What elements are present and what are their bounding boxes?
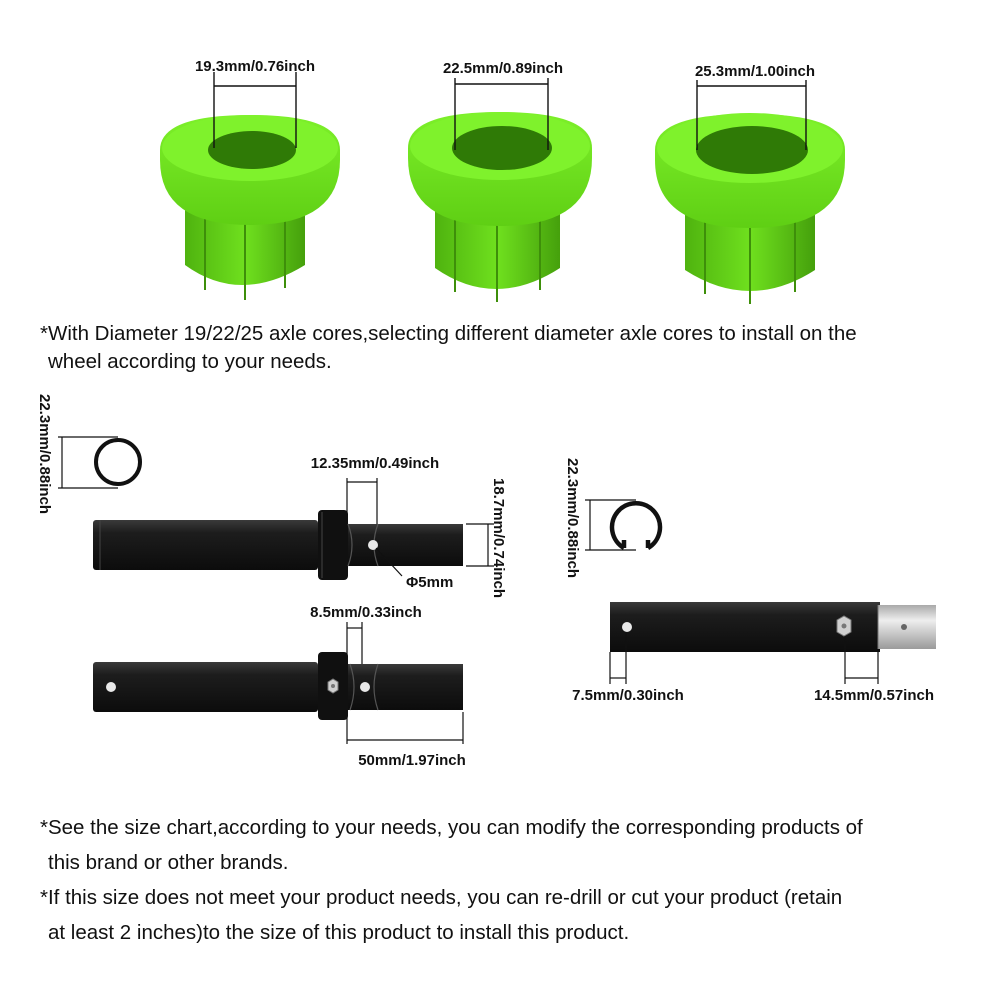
bushing-small-label: 19.3mm/0.76inch	[194, 58, 316, 75]
size-chart-note	[40, 814, 980, 877]
axle-right-bolt	[837, 616, 851, 636]
axle-right-hole	[622, 622, 632, 632]
end-diameter-dimension	[466, 524, 494, 566]
groove-width-dimension	[347, 478, 377, 524]
end-length-label: 50mm/1.97inch	[358, 752, 466, 769]
axle-tube-lower	[93, 652, 463, 720]
bushing-large	[655, 113, 845, 304]
bolt-offset-label: 14.5mm/0.57inch	[813, 687, 935, 704]
collar-bolt	[328, 679, 338, 693]
bushing-note-line-2: wheel according to your needs.	[48, 350, 332, 373]
hole-offset-label: 7.5mm/0.30inch	[572, 687, 684, 704]
redrill-note	[40, 884, 980, 947]
redrill-note-line-1: *If this size does not meet your product needs, you can re-drill or cut your product (retain	[40, 886, 843, 909]
bushing-medium-label: 22.5mm/0.89inch	[442, 60, 564, 77]
c-clip-diameter-label: 22.3mm/0.88inch	[564, 458, 581, 579]
snap-ring	[58, 437, 140, 488]
collar-offset-dimension	[347, 622, 362, 664]
bushing-medium	[408, 112, 592, 302]
bushing-small	[160, 115, 340, 300]
end-length-dimension	[347, 712, 463, 744]
collar-offset-label: 8.5mm/0.33inch	[310, 604, 422, 621]
axle-tube-right	[610, 602, 936, 652]
bushing-note	[40, 320, 980, 376]
axle-hole-lower-left	[106, 682, 116, 692]
bushing-large-label: 25.3mm/1.00inch	[694, 63, 816, 80]
snap-ring-diameter-label: 22.3mm/0.88inch	[36, 394, 53, 515]
axle-hole-lower-right	[360, 682, 370, 692]
groove-width-label: 12.35mm/0.49inch	[310, 455, 440, 472]
axle-tube-upper	[93, 510, 463, 580]
redrill-note-line-2: at least 2 inches)to the size of this product to install this product.	[48, 921, 630, 944]
end-diameter-label: 18.7mm/0.74inch	[490, 478, 507, 599]
size-chart-note-line-2: this brand or other brands.	[48, 851, 289, 874]
steel-end-hole	[901, 624, 907, 630]
c-clip	[585, 500, 660, 550]
hole-diameter-label: Φ5mm	[406, 574, 454, 591]
size-chart-note-line-1: *See the size chart,according to your needs, you can modify the corresponding products of	[40, 816, 863, 839]
bushing-note-line-1: *With Diameter 19/22/25 axle cores,selecting different diameter axle cores to install on the	[40, 322, 857, 345]
